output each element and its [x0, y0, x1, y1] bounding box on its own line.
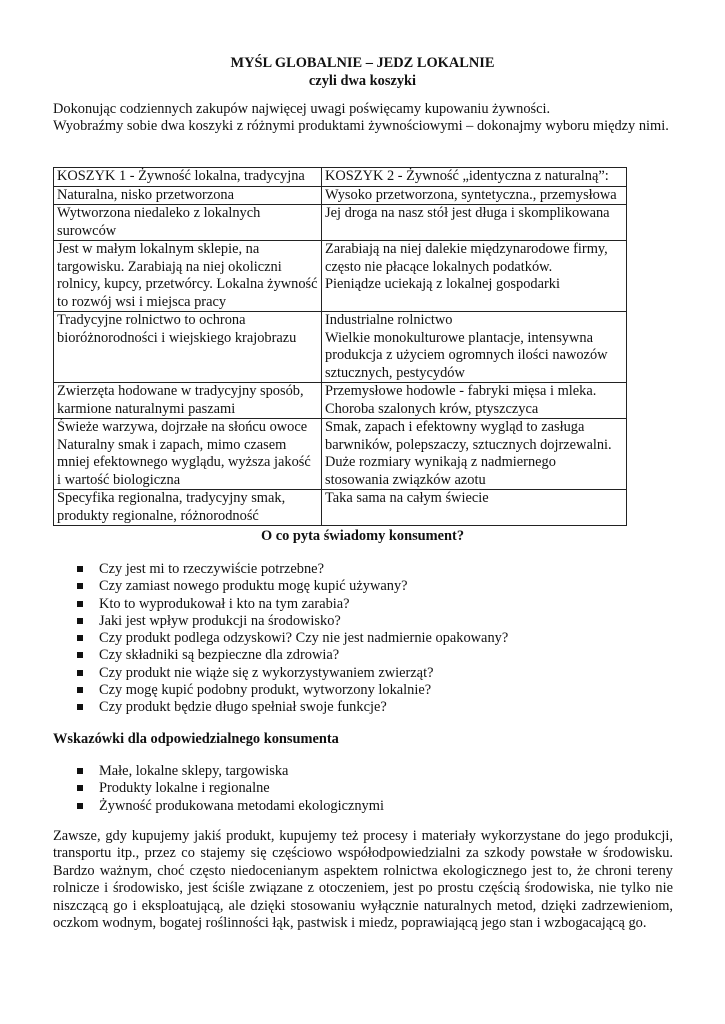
basket-1-header: KOSZYK 1 - Żywność lokalna, tradycyjna	[54, 168, 322, 187]
list-item	[77, 763, 384, 780]
bullet-square-icon	[77, 768, 83, 774]
basket-1-cell: Specyfika regionalna, tradycyjny smak, produkty regionalne, różnorodność	[54, 490, 322, 526]
basket-1-cell: Tradycyjne rolnictwo to ochrona bioróżnorodności i wiejskiego krajobrazu	[54, 312, 322, 383]
bullet-square-icon	[77, 618, 83, 624]
bullet-square-icon	[77, 635, 83, 641]
tip-text: Produkty lokalne i regionalne	[99, 780, 270, 797]
basket-2-cell: Wysoko przetworzona, syntetyczna., przemysłowa	[322, 186, 627, 205]
basket-2-cell: Zarabiają na niej dalekie międzynarodowe firmy, często nie płacące lokalnych podatków. Pieniądze uciekają z lokalnej gospodarki	[322, 241, 627, 312]
question-text: Czy produkt będzie długo spełniał swoje funkcje?	[99, 699, 387, 716]
list-item	[77, 665, 508, 682]
consumer-questions-list	[77, 561, 508, 717]
question-text: Czy mogę kupić podobny produkt, wytworzony lokalnie?	[99, 682, 432, 699]
document-title	[0, 54, 725, 90]
question-text: Jaki jest wpływ produkcji na środowisko?	[99, 612, 341, 629]
list-item	[77, 613, 508, 630]
baskets-comparison-table	[53, 167, 627, 526]
list-item	[77, 561, 508, 578]
list-item	[77, 780, 384, 797]
bullet-square-icon	[77, 785, 83, 791]
question-text: Czy składniki są bezpieczne dla zdrowia?	[99, 647, 340, 664]
consumer-questions-heading: O co pyta świadomy konsument?	[260, 528, 465, 544]
question-text: Czy zamiast nowego produktu mogę kupić używany?	[99, 578, 408, 595]
basket-1-cell: Wytworzona niedaleko z lokalnych surowców	[54, 205, 322, 241]
question-text: Czy jest mi to rzeczywiście potrzebne?	[99, 561, 324, 577]
tips-list	[77, 763, 384, 815]
bullet-square-icon	[77, 601, 83, 607]
question-text: Czy produkt podlega odzyskowi? Czy nie jest nadmiernie opakowany?	[99, 630, 509, 647]
basket-1-cell: Zwierzęta hodowane w tradycyjny sposób, karmione naturalnymi paszami	[54, 383, 322, 419]
list-item	[77, 682, 508, 699]
table-row	[54, 205, 627, 241]
closing-paragraph	[53, 828, 673, 932]
list-item	[77, 798, 384, 815]
bullet-square-icon	[77, 670, 83, 676]
tip-text: Małe, lokalne sklepy, targowiska	[99, 763, 289, 779]
title-main: MYŚL GLOBALNIE – JEDZ LOKALNIE	[230, 55, 495, 71]
basket-2-header: KOSZYK 2 - Żywność „identyczna z naturalną”:	[322, 168, 627, 187]
basket-1-cell: Naturalna, nisko przetworzona	[54, 186, 322, 205]
basket-2-cell: Smak, zapach i efektowny wygląd to zasługa barwników, polepszaczy, sztucznych dojrzewalni. Duże rozmiary wynikają z nadmiernego stosowania związków azotu	[322, 419, 627, 490]
table-row	[54, 241, 627, 312]
intro-line-1: Dokonując codziennych zakupów najwięcej uwagi poświęcamy kupowaniu żywności.	[53, 101, 551, 117]
table-row	[54, 186, 627, 205]
intro-paragraph	[53, 101, 673, 135]
basket-2-cell: Przemysłowe hodowle - fabryki mięsa i mleka. Choroba szalonych krów, ptyszczyca	[322, 383, 627, 419]
title-subtitle: czyli dwa koszyki	[308, 73, 417, 89]
tip-text: Żywność produkowana metodami ekologicznymi	[99, 797, 384, 814]
list-item	[77, 630, 508, 647]
bullet-square-icon	[77, 583, 83, 589]
table-row	[54, 383, 627, 419]
list-item	[77, 647, 508, 664]
bullet-square-icon	[77, 803, 83, 809]
tips-heading: Wskazówki dla odpowiedzialnego konsumenta	[53, 731, 339, 747]
table-row	[54, 419, 627, 490]
basket-2-cell: Industrialne rolnictwo Wielkie monokulturowe plantacje, intensywna produkcja z użyciem ogromnych ilości nawozów sztucznych, pestycydów	[322, 312, 627, 383]
intro-line-2: Wyobraźmy sobie dwa koszyki z różnymi produktami żywnościowymi – dokonajmy wyboru między nimi.	[53, 118, 669, 134]
bullet-square-icon	[77, 566, 83, 572]
basket-1-cell: Jest w małym lokalnym sklepie, na targowisku. Zarabiają na niej okoliczni rolnicy, kupcy, przetwórcy. Lokalna żywność to rozwój wsi i miejsca pracy	[54, 241, 322, 312]
table-row	[54, 490, 627, 526]
list-item	[77, 596, 508, 613]
question-text: Kto to wyprodukował i kto na tym zarabia?	[99, 595, 350, 612]
basket-2-cell: Jej droga na nasz stół jest długa i skomplikowana	[322, 205, 627, 241]
bullet-square-icon	[77, 687, 83, 693]
closing-text: Zawsze, gdy kupujemy jakiś produkt, kupujemy też procesy i materiały wykorzystane do jego produkcji, transportu itp., przez co stajemy się częściowo współodpowiedzialni za szkody powstałe w środowisku. Bardzo ważnym, choć często niedocenianym aspektem rolnictwa ekologicznego jest to, że chroni tereny rolnicze i środowisko, jest ściśle związane z otoczeniem, jest po prostu częścią środowiska, nie tylko nie niszczącą go i eksploatującą, ale dzięki stosowaniu wyłącznie naturalnych metod, dzięki zadrzewieniom, oczkom wodnym, bogatej roślinności łąk, pastwisk i miedz, poprawiającą jego stan i wzbogacającą go.	[53, 828, 673, 932]
list-item	[77, 578, 508, 595]
list-item	[77, 699, 508, 716]
question-text: Czy produkt nie wiąże się z wykorzystywaniem zwierząt?	[99, 664, 434, 681]
basket-1-cell: Świeże warzywa, dojrzałe na słońcu owoce Naturalny smak i zapach, mimo czasem mniej efektownego wyglądu, wyższa jakość i wartość biologiczna	[54, 419, 322, 490]
bullet-square-icon	[77, 652, 83, 658]
table-row	[54, 312, 627, 383]
basket-2-cell: Taka sama na całym świecie	[322, 490, 627, 526]
bullet-square-icon	[77, 704, 83, 710]
table-header-row	[54, 168, 627, 187]
